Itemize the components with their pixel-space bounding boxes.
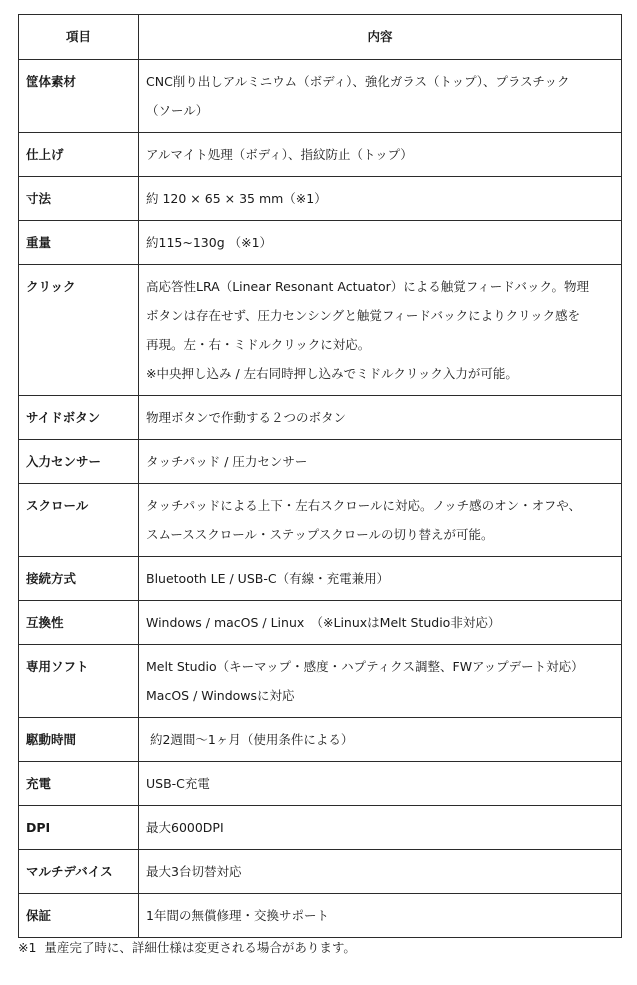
spec-label: DPI — [19, 806, 139, 850]
spec-value — [139, 894, 622, 938]
table-row — [19, 177, 622, 221]
table-row — [19, 718, 622, 762]
spec-label: 寸法 — [19, 177, 139, 221]
table-row — [19, 557, 622, 601]
spec-value-line: 約2週間〜1ヶ月（使用条件による） — [146, 732, 354, 747]
spec-label: 重量 — [19, 221, 139, 265]
header-content: 内容 — [139, 15, 622, 60]
spec-value — [139, 221, 622, 265]
spec-value-line: USB-C充電 — [146, 776, 210, 791]
spec-value — [139, 762, 622, 806]
spec-value-line: 最大6000DPI — [146, 820, 224, 835]
spec-value-line: Melt Studio（キーマップ・感度・ハプティクス調整、FWアップデート対応） — [146, 659, 584, 674]
spec-label: 仕上げ — [19, 133, 139, 177]
header-item: 項目 — [19, 15, 139, 60]
spec-value — [139, 601, 622, 645]
table-row — [19, 133, 622, 177]
spec-label: 充電 — [19, 762, 139, 806]
spec-value-line: （ソール） — [146, 103, 209, 118]
spec-value-line: 約 120 × 65 × 35 mm（※1） — [146, 191, 327, 206]
spec-label: 入力センサー — [19, 440, 139, 484]
spec-value-line: ※中央押し込み / 左右同時押し込みでミドルクリック入力が可能。 — [146, 366, 518, 381]
table-row — [19, 484, 622, 557]
spec-value-line: 再現。左・右・ミドルクリックに対応。 — [146, 337, 371, 352]
spec-value-line: Windows / macOS / Linux （※LinuxはMelt Studio非対応） — [146, 615, 501, 630]
spec-value — [139, 396, 622, 440]
table-row — [19, 762, 622, 806]
spec-value-line: 約115~130g （※1） — [146, 235, 273, 250]
spec-value — [139, 557, 622, 601]
spec-value-line: タッチパッド / 圧力センサー — [146, 454, 308, 469]
spec-label: 接続方式 — [19, 557, 139, 601]
spec-label: 駆動時間 — [19, 718, 139, 762]
table-row — [19, 440, 622, 484]
spec-label: サイドボタン — [19, 396, 139, 440]
spec-value — [139, 177, 622, 221]
spec-label: 保証 — [19, 894, 139, 938]
spec-value-line: MacOS / Windowsに対応 — [146, 688, 295, 703]
spec-value-line: CNC削り出しアルミニウム（ボディ）、強化ガラス（トップ）、プラスチック — [146, 74, 570, 89]
spec-label: スクロール — [19, 484, 139, 557]
spec-value — [139, 440, 622, 484]
spec-value-line: アルマイト処理（ボディ）、指紋防止（トップ） — [146, 147, 413, 162]
header-row — [19, 15, 622, 60]
spec-value-line: 1年間の無償修理・交換サポート — [146, 908, 329, 923]
spec-label: クリック — [19, 265, 139, 396]
spec-value — [139, 718, 622, 762]
table-row — [19, 894, 622, 938]
spec-value-line: スムーススクロール・ステップスクロールの切り替えが可能。 — [146, 527, 494, 542]
spec-value — [139, 484, 622, 557]
spec-value-line: ボタンは存在せず、圧力センシングと触覚フィードバックによりクリック感を — [146, 308, 581, 323]
spec-value — [139, 806, 622, 850]
table-row — [19, 601, 622, 645]
spec-label: 筐体素材 — [19, 60, 139, 133]
table-row — [19, 60, 622, 133]
spec-label: 互換性 — [19, 601, 139, 645]
table-row — [19, 221, 622, 265]
spec-label: 専用ソフト — [19, 645, 139, 718]
spec-table — [18, 14, 622, 938]
table-row — [19, 645, 622, 718]
spec-value-line: 高応答性LRA（Linear Resonant Actuator）による触覚フィードバック。物理 — [146, 279, 589, 294]
spec-value-line: タッチパッドによる上下・左右スクロールに対応。ノッチ感のオン・オフや、 — [146, 498, 582, 513]
spec-label: マルチデバイス — [19, 850, 139, 894]
table-row — [19, 265, 622, 396]
spec-value — [139, 133, 622, 177]
spec-value — [139, 645, 622, 718]
table-row — [19, 806, 622, 850]
spec-value-line: Bluetooth LE / USB-C（有線・充電兼用） — [146, 571, 390, 586]
spec-value — [139, 60, 622, 133]
spec-value — [139, 265, 622, 396]
spec-value-line: 物理ボタンで作動する２つのボタン — [146, 410, 347, 425]
table-row — [19, 396, 622, 440]
footnote: ※1 量産完了時に、詳細仕様は変更される場合があります。 — [18, 940, 356, 955]
table-row — [19, 850, 622, 894]
spec-body — [19, 60, 622, 938]
spec-value-line: 最大3台切替対応 — [146, 864, 242, 879]
spec-value — [139, 850, 622, 894]
